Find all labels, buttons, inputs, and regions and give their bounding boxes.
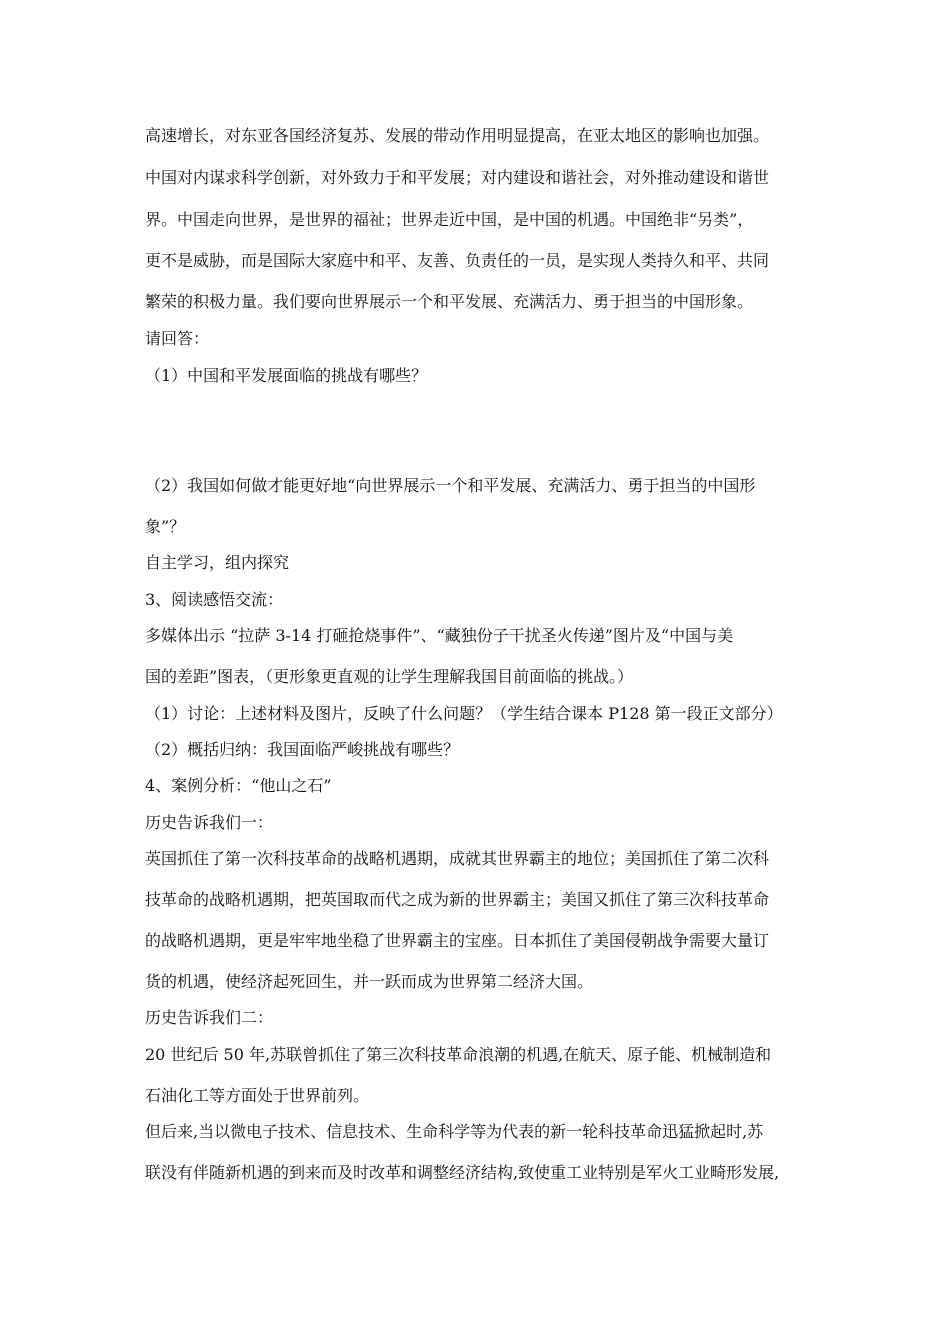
paragraph-line: 技革命的战略机遇期，把英国取而代之成为新的世界霸主；美国又抓住了第三次科技革命 <box>145 890 770 909</box>
question-line: （1）中国和平发展面临的挑战有哪些？ <box>145 366 428 385</box>
paragraph-line: 货的机遇，使经济起死回生，并一跃而成为世界第二经济大国。 <box>145 972 594 991</box>
paragraph-line: 但后来,当以微电子技术、信息技术、生命科学等为代表的新一轮科技革命迅猛掀起时,苏 <box>145 1122 764 1141</box>
discussion-line: （1）讨论：上述材料及图片，反映了什么问题？（学生结合课本 P128 第一段正文部分） <box>145 704 783 723</box>
paragraph-line: 国的差距”图表，（更形象更直观的让学生理解我国目前面临的挑战。） <box>145 667 634 686</box>
paragraph-line: 多媒体出示 “拉萨 3-14 打砸抢烧事件”、“藏独份子干扰圣火传递”图片及“中国与美 <box>145 626 734 645</box>
paragraph-line: 的战略机遇期，更是牢牢地坐稳了世界霸主的宝座。日本抓住了美国侵朝战争需要大量订 <box>145 931 770 950</box>
paragraph-line: 更不是威胁，而是国际大家庭中和平、友善、负责任的一员，是实现人类持久和平、共同 <box>145 251 770 270</box>
section-line: 自主学习，组内探究 <box>145 553 290 572</box>
paragraph-line: 高速增长，对东亚各国经济复苏、发展的带动作用明显提高，在亚太地区的影响也加强。 <box>145 126 770 145</box>
question-line: （2）我国如何做才能更好地“向世界展示一个和平发展、充满活力、勇于担当的中国形 <box>145 476 756 495</box>
discussion-line: （2）概括归纳：我国面临严峻挑战有哪些？ <box>145 740 460 759</box>
section-heading: 4、案例分析：“他山之石” <box>145 776 332 795</box>
paragraph-line: 20 世纪后 50 年,苏联曾抓住了第三次科技革命浪潮的机遇,在航天、原子能、机械制造和 <box>145 1045 772 1064</box>
paragraph-line: 英国抓住了第一次科技革命的战略机遇期，成就其世界霸主的地位；美国抓住了第二次科 <box>145 849 770 868</box>
subheading-line: 历史告诉我们一： <box>145 813 274 832</box>
prompt-line: 请回答： <box>145 329 210 348</box>
section-heading: 3、阅读感悟交流： <box>145 590 284 609</box>
paragraph-line: 繁荣的积极力量。我们要向世界展示一个和平发展、充满活力、勇于担当的中国形象。 <box>145 292 754 311</box>
paragraph-line: 石油化工等方面处于世界前列。 <box>145 1086 370 1105</box>
paragraph-line: 联没有伴随新机遇的到来而及时改革和调整经济结构,致使重工业特别是军火工业畸形发展, <box>145 1163 780 1182</box>
subheading-line: 历史告诉我们二： <box>145 1008 274 1027</box>
question-line: 象”？ <box>145 517 186 536</box>
paragraph-line: 中国对内谋求科学创新，对外致力于和平发展；对内建设和谐社会，对外推动建设和谐世 <box>145 168 770 187</box>
paragraph-line: 界。中国走向世界，是世界的福祉；世界走近中国，是中国的机遇。中国绝非“另类”， <box>145 210 754 229</box>
